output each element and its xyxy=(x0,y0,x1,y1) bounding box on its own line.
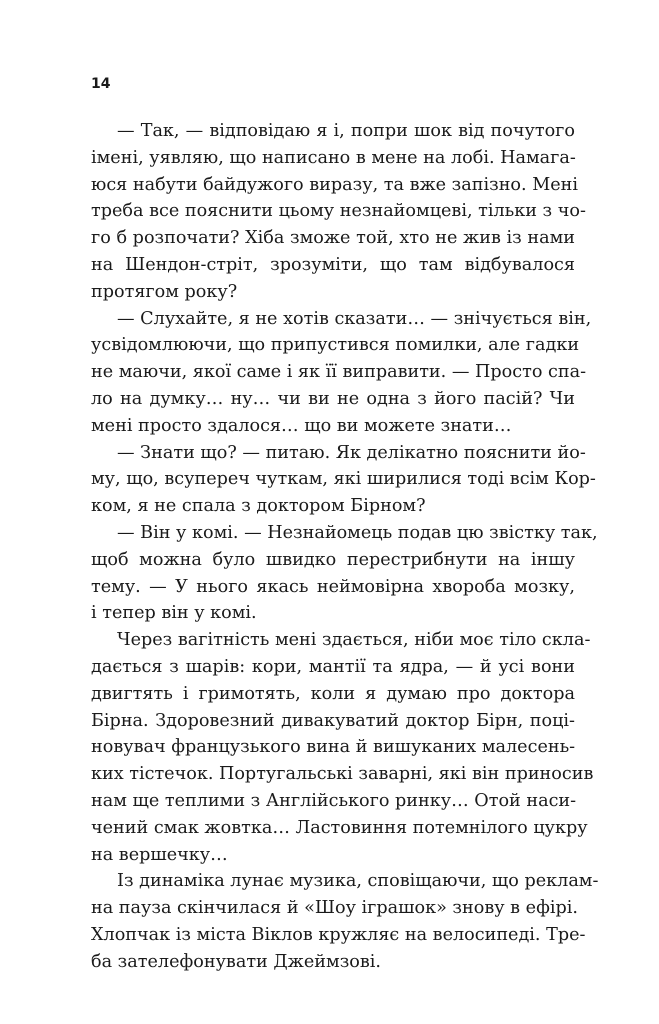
text-line: і тепер він у комі. xyxy=(91,603,257,624)
text-line: Хлопчак із міста Віклов кружляє на велосипеді. Тре- xyxy=(91,924,586,945)
text-line: — Слухайте, я не хотів сказати… — знічується він, xyxy=(117,308,592,329)
text-line: на вершечку… xyxy=(91,844,228,865)
text-line: юся набути байдужого виразу, та вже запізно. Мені xyxy=(91,174,578,195)
text-line: Із динаміка лунає музика, сповіщаючи, що реклам- xyxy=(117,871,599,892)
text-line: не маючи, якої саме і як її виправити. — Просто спа- xyxy=(91,362,587,383)
text-line: щоб можна було швидко перестрибнути на іншу xyxy=(91,549,575,570)
text-line: — Він у комі. — Незнайомець подав цю звістку так, xyxy=(117,522,598,543)
text-line: му, що, всупереч чуткам, які ширилися тоді всім Кор- xyxy=(91,469,596,490)
text-line: ба зателефонувати Джеймзові. xyxy=(91,951,382,972)
text-line: Через вагітність мені здається, ніби моє тіло скла- xyxy=(117,630,591,651)
text-line: — Знати що? — питаю. Як делікатно пояснити йо- xyxy=(117,442,586,463)
text-line: треба все пояснити цьому незнайомцеві, тільки з чо- xyxy=(91,201,586,222)
text-line: го б розпочати? Хіба зможе той, хто не жив із нами xyxy=(91,228,575,249)
text-line: новувач французького вина й вишуканих малесень- xyxy=(91,737,576,758)
text-line: Бірна. Здоровезний дивакуватий доктор Бірн, поці- xyxy=(91,710,575,731)
text-line: протягом року? xyxy=(91,281,238,302)
text-line: ло на думку… ну… чи ви не одна з його пасій? Чи xyxy=(91,388,575,409)
text-line: на Шендон-стріт, зрозуміти, що там відбувалося xyxy=(91,254,575,275)
text-line: на пауза скінчилася й «Шоу іграшок» знову в ефірі. xyxy=(91,898,578,919)
text-line: тему. — У нього якась неймовірна хвороба мозку, xyxy=(91,576,575,597)
text-line: ких тістечок. Португальські заварні, які він приносив xyxy=(91,764,594,785)
text-line: — Так, — відповідаю я і, попри шок від почутого xyxy=(117,121,575,141)
text-line: чений смак жовтка… Ластовиння потемнілого цукру xyxy=(91,817,588,838)
body-text xyxy=(91,118,599,976)
text-line: дається з шарів: кори, мантії та ядра, — й усі вони xyxy=(91,656,575,677)
text-line: двигтять і гримотять, коли я думаю про доктора xyxy=(91,683,575,704)
text-line: нам ще теплими з Англійського ринку… Отой наси- xyxy=(91,790,577,811)
page-number: 14 xyxy=(91,76,111,92)
text-line: мені просто здалося… що ви можете знати… xyxy=(91,415,512,436)
text-line: ком, я не спала з доктором Бірном? xyxy=(91,496,426,517)
text-line: усвідомлюючи, що припустився помилки, але гадки xyxy=(91,335,580,356)
text-line: імені, уявляю, що написано в мене на лобі. Намага- xyxy=(91,147,576,168)
